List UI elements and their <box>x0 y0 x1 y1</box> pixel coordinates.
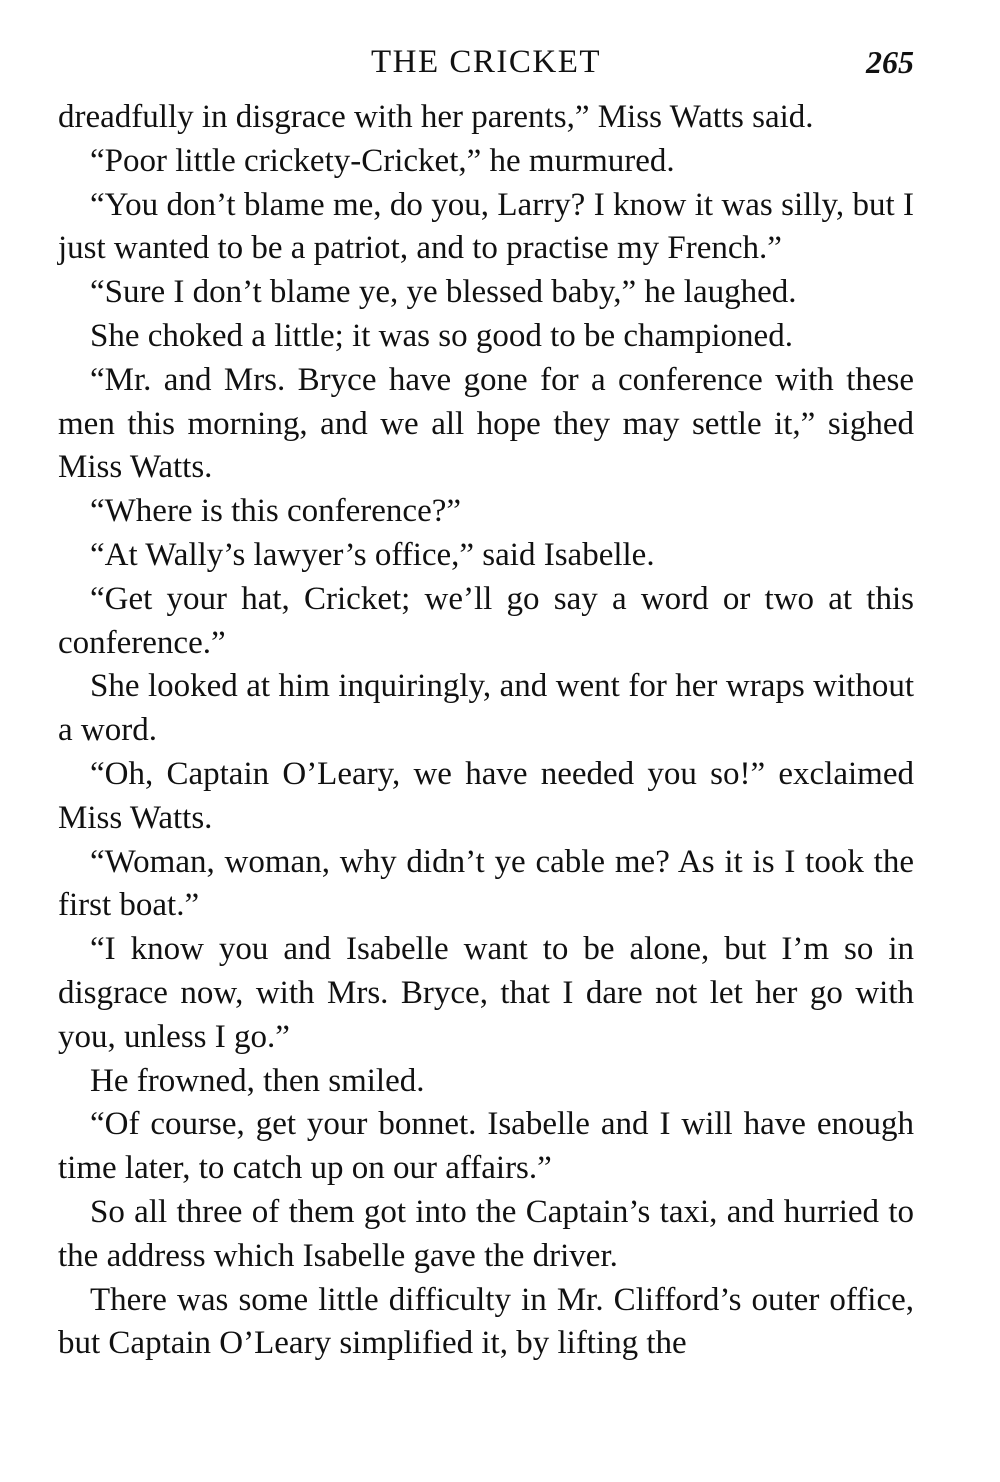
paragraph: “Woman, woman, why didn’t ye cable me? As it is I took the first boat.” <box>58 843 914 924</box>
page-number: 265 <box>866 44 914 80</box>
paragraph: “Of course, get your bonnet. Isabelle and I will have enough time later, to catch up on our affairs.” <box>58 1106 914 1187</box>
book-page <box>58 40 914 1366</box>
paragraph: “Where is this conference?” <box>90 493 462 530</box>
paragraph: He frowned, then smiled. <box>90 1062 425 1099</box>
paragraph: “You don’t blame me, do you, Larry? I know it was silly, but I just wanted to be a patriot, and to practise my French.” <box>58 186 914 267</box>
paragraph: “Mr. and Mrs. Bryce have gone for a conference with these men this morning, and we all hope they may settle it,” sighed Miss Watts. <box>58 361 914 486</box>
paragraph: So all three of them got into the Captain’s taxi, and hurried to the address which Isabelle gave the driver. <box>58 1193 914 1274</box>
paragraph: “At Wally’s lawyer’s office,” said Isabelle. <box>90 536 655 573</box>
paragraph: “Poor little crickety-Cricket,” he murmured. <box>90 142 675 179</box>
paragraph: “Get your hat, Cricket; we’ll go say a word or two at this conference.” <box>58 580 914 661</box>
running-head <box>58 40 914 96</box>
paragraph: dreadfully in disgrace with her parents,” Miss Watts said. <box>58 99 814 135</box>
paragraph: “Oh, Captain O’Leary, we have needed you so!” exclaimed Miss Watts. <box>58 755 914 836</box>
paragraph: “Sure I don’t blame ye, ye blessed baby,” he laughed. <box>90 274 797 311</box>
paragraph: “I know you and Isabelle want to be alone, but I’m so in disgrace now, with Mrs. Bryce, that I dare not let her go with you, unless I go.” <box>58 931 914 1055</box>
paragraph: She looked at him inquiringly, and went for her wraps without a word. <box>58 668 914 749</box>
body-text <box>58 96 914 1366</box>
paragraph: There was some little difficulty in Mr. Clifford’s outer office, but Captain O’Leary simplified it, by lifting the <box>58 1281 914 1362</box>
paragraph: She choked a little; it was so good to be championed. <box>90 317 793 354</box>
running-title: THE CRICKET <box>370 44 602 80</box>
